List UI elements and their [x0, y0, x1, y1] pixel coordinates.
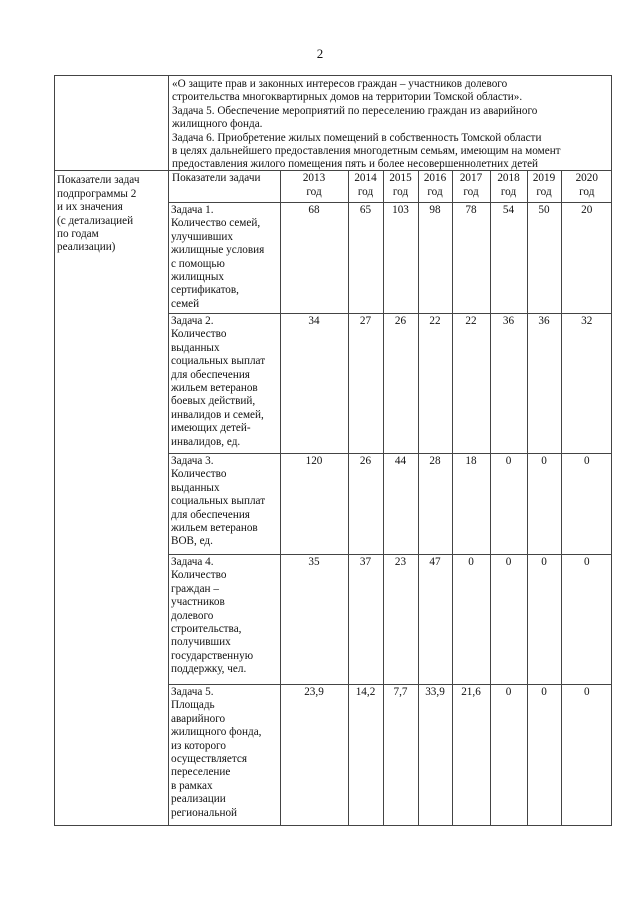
intro-line: в целях дальнейшего предоставления многодетным семьям, имеющим на момент [172, 145, 561, 158]
indicators-row [55, 171, 612, 826]
value-cell: 0 [490, 684, 527, 825]
value-cell: 65 [348, 202, 383, 313]
header-year: 2015 год [383, 171, 418, 202]
intro-line: жилищного фонда. [172, 118, 263, 131]
task-name: Задача 1. Количество семей, улучшивших жилищные условия с помощью жилищных сертификатов, семей [169, 202, 280, 313]
header-year: 2019 год [527, 171, 561, 202]
table-row [169, 313, 612, 453]
value-cell: 0 [561, 453, 612, 554]
value-cell: 0 [527, 684, 561, 825]
value-cell: 7,7 [383, 684, 418, 825]
intro-line: Задача 5. Обеспечение мероприятий по переселению граждан из аварийного [172, 104, 538, 117]
intro-line: «О защите прав и законных интересов граждан – участников долевого [172, 78, 508, 90]
value-cell: 27 [348, 313, 383, 453]
value-cell: 98 [418, 202, 452, 313]
task-name: Задача 5. Площадь аварийного жилищного фонда, из которого осуществляется переселение в рамках реализации региональной [169, 684, 280, 825]
value-cell: 50 [527, 202, 561, 313]
intro-text-cell [169, 76, 612, 171]
value-cell: 37 [348, 554, 383, 684]
header-year: 2018 год [490, 171, 527, 202]
value-cell: 54 [490, 202, 527, 313]
header-label: Показатели задачи [169, 171, 280, 202]
value-cell: 36 [527, 313, 561, 453]
value-cell: 22 [418, 313, 452, 453]
passport-table [54, 75, 612, 826]
table-row [169, 453, 612, 554]
header-year: 2016 год [418, 171, 452, 202]
task-name: Задача 2. Количество выданных социальных выплат для обеспечения жильем ветеранов боевых действий, инвалидов и семей, имеющих детей- инвалидов, ед. [169, 313, 280, 453]
value-cell: 0 [527, 453, 561, 554]
header-year: 2020 год [561, 171, 612, 202]
value-cell: 0 [527, 554, 561, 684]
header-year: 2017 год [452, 171, 490, 202]
intro-line: строительства многоквартирных домов на территории Томской области». [172, 91, 523, 104]
table-row [169, 684, 612, 825]
value-cell: 22 [452, 313, 490, 453]
value-cell: 32 [561, 313, 612, 453]
header-year: 2014 год [348, 171, 383, 202]
value-cell: 68 [280, 202, 348, 313]
value-cell: 23 [383, 554, 418, 684]
value-cell: 0 [452, 554, 490, 684]
value-cell: 47 [418, 554, 452, 684]
value-cell: 14,2 [348, 684, 383, 825]
value-cell: 20 [561, 202, 612, 313]
intro-line: предоставления жилого помещения пять и более несовершеннолетних детей [172, 158, 539, 171]
intro-left-empty-cell [55, 76, 169, 171]
value-cell: 28 [418, 453, 452, 554]
indicators-table [169, 171, 612, 825]
value-cell: 26 [383, 313, 418, 453]
indicators-label: Показатели задач подпрограммы 2 и их значения (с детализацией по годам реализации) [55, 171, 169, 826]
value-cell: 33,9 [418, 684, 452, 825]
table-row [169, 554, 612, 684]
value-cell: 0 [561, 554, 612, 684]
indicators-cell [169, 171, 612, 826]
value-cell: 0 [561, 684, 612, 825]
task-name: Задача 4. Количество граждан – участников долевого строительства, получивших государственную поддержку, чел. [169, 554, 280, 684]
intro-line: Задача 6. Приобретение жилых помещений в собственность Томской области [172, 131, 542, 144]
value-cell: 120 [280, 453, 348, 554]
value-cell: 103 [383, 202, 418, 313]
value-cell: 21,6 [452, 684, 490, 825]
value-cell: 18 [452, 453, 490, 554]
value-cell: 34 [280, 313, 348, 453]
task-name: Задача 3. Количество выданных социальных выплат для обеспечения жильем ветеранов ВОВ, ед. [169, 453, 280, 554]
value-cell: 0 [490, 554, 527, 684]
value-cell: 26 [348, 453, 383, 554]
page-number: 2 [316, 46, 324, 61]
value-cell: 78 [452, 202, 490, 313]
indicators-header-row [169, 171, 612, 202]
value-cell: 0 [490, 453, 527, 554]
value-cell: 36 [490, 313, 527, 453]
header-year: 2013 год [280, 171, 348, 202]
value-cell: 35 [280, 554, 348, 684]
table-row [169, 202, 612, 313]
intro-row [55, 76, 612, 171]
value-cell: 44 [383, 453, 418, 554]
value-cell: 23,9 [280, 684, 348, 825]
